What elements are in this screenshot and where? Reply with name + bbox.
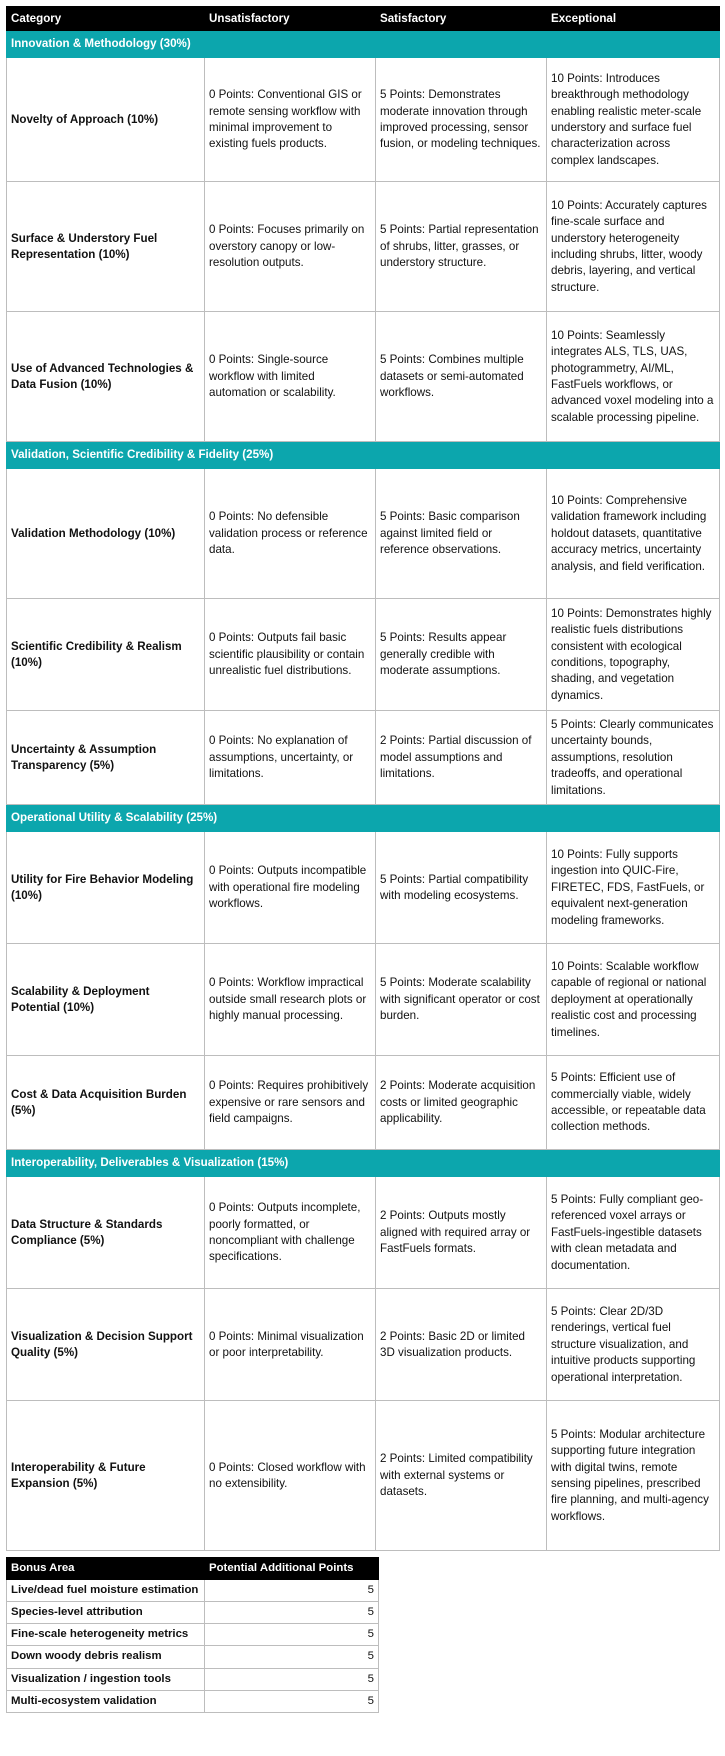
section-title: Innovation & Methodology (30%) — [7, 31, 720, 58]
unsatisfactory-cell: 0 Points: Focuses primarily on overstory canopy or low-resolution outputs. — [205, 182, 376, 312]
exceptional-cell: 5 Points: Efficient use of commercially viable, widely accessible, or repeatable data collection methods. — [547, 1056, 720, 1150]
unsatisfactory-cell: 0 Points: Workflow impractical outside small research plots or highly manual processing. — [205, 944, 376, 1056]
bonus-area-cell: Live/dead fuel moisture estimation — [7, 1580, 205, 1602]
category-cell: Use of Advanced Technologies & Data Fusion (10%) — [7, 312, 205, 442]
exceptional-cell: 10 Points: Accurately captures fine-scale surface and understory heterogeneity including shrubs, litter, woody debris, layering, and vertical structure. — [547, 182, 720, 312]
category-cell: Visualization & Decision Support Quality (5%) — [7, 1289, 205, 1401]
category-cell: Scalability & Deployment Potential (10%) — [7, 944, 205, 1056]
satisfactory-cell: 5 Points: Demonstrates moderate innovation through improved processing, sensor fusion, or modeling techniques. — [376, 58, 547, 182]
bonus-area-cell: Species-level attribution — [7, 1602, 205, 1624]
section-row — [7, 442, 720, 469]
bonus-area-cell: Fine-scale heterogeneity metrics — [7, 1624, 205, 1646]
satisfactory-cell: 2 Points: Basic 2D or limited 3D visualization products. — [376, 1289, 547, 1401]
bonus-area-cell: Down woody debris realism — [7, 1646, 205, 1668]
table-row — [7, 1056, 720, 1150]
bonus-points-cell: 5 — [205, 1690, 379, 1712]
unsatisfactory-cell: 0 Points: Conventional GIS or remote sensing workflow with minimal improvement to existing fuels products. — [205, 58, 376, 182]
category-cell: Uncertainty & Assumption Transparency (5%) — [7, 711, 205, 805]
category-cell: Data Structure & Standards Compliance (5%) — [7, 1177, 205, 1289]
bonus-area-cell: Visualization / ingestion tools — [7, 1668, 205, 1690]
header-bonus-area: Bonus Area — [7, 1558, 205, 1580]
exceptional-cell: 10 Points: Comprehensive validation framework including holdout datasets, quantitative accuracy metrics, uncertainty analysis, and field verification. — [547, 469, 720, 599]
table-row — [7, 1646, 379, 1668]
exceptional-cell: 5 Points: Clearly communicates uncertainty bounds, assumptions, resolution tradeoffs, and operational limitations. — [547, 711, 720, 805]
table-row — [7, 1401, 720, 1551]
category-cell: Utility for Fire Behavior Modeling (10%) — [7, 832, 205, 944]
table-row — [7, 469, 720, 599]
bonus-points-cell: 5 — [205, 1602, 379, 1624]
unsatisfactory-cell: 0 Points: Requires prohibitively expensive or rare sensors and field campaigns. — [205, 1056, 376, 1150]
exceptional-cell: 10 Points: Seamlessly integrates ALS, TLS, UAS, photogrammetry, AI/ML, FastFuels workflows, or advanced voxel modeling into a scalable processing pipeline. — [547, 312, 720, 442]
unsatisfactory-cell: 0 Points: Minimal visualization or poor interpretability. — [205, 1289, 376, 1401]
header-exceptional: Exceptional — [547, 7, 720, 31]
rubric-table — [6, 6, 720, 1551]
bonus-points-cell: 5 — [205, 1646, 379, 1668]
satisfactory-cell: 2 Points: Limited compatibility with external systems or datasets. — [376, 1401, 547, 1551]
rubric-header-row — [7, 7, 720, 31]
table-row — [7, 1624, 379, 1646]
satisfactory-cell: 5 Points: Combines multiple datasets or semi-automated workflows. — [376, 312, 547, 442]
satisfactory-cell: 2 Points: Moderate acquisition costs or limited geographic applicability. — [376, 1056, 547, 1150]
table-row — [7, 711, 720, 805]
exceptional-cell: 10 Points: Demonstrates highly realistic fuels distributions consistent with ecological conditions, topography, shading, and vegetation dynamics. — [547, 599, 720, 711]
satisfactory-cell: 5 Points: Basic comparison against limited field or reference observations. — [376, 469, 547, 599]
satisfactory-cell: 5 Points: Partial compatibility with modeling ecosystems. — [376, 832, 547, 944]
unsatisfactory-cell: 0 Points: Single-source workflow with limited automation or scalability. — [205, 312, 376, 442]
table-row — [7, 1668, 379, 1690]
table-row — [7, 944, 720, 1056]
unsatisfactory-cell: 0 Points: Closed workflow with no extensibility. — [205, 1401, 376, 1551]
table-row — [7, 58, 720, 182]
category-cell: Interoperability & Future Expansion (5%) — [7, 1401, 205, 1551]
exceptional-cell: 5 Points: Modular architecture supporting future integration with digital twins, remote sensing pipelines, prescribed fire planning, and multi-agency workflows. — [547, 1401, 720, 1551]
section-row — [7, 805, 720, 832]
exceptional-cell: 10 Points: Fully supports ingestion into QUIC-Fire, FIRETEC, FDS, FastFuels, or equivalent next-generation modeling frameworks. — [547, 832, 720, 944]
exceptional-cell: 5 Points: Fully compliant geo-referenced voxel arrays or FastFuels-ingestible datasets with clean metadata and documentation. — [547, 1177, 720, 1289]
table-row — [7, 1289, 720, 1401]
bonus-points-cell: 5 — [205, 1624, 379, 1646]
bonus-table — [6, 1557, 379, 1713]
satisfactory-cell: 5 Points: Partial representation of shrubs, litter, grasses, or understory structure. — [376, 182, 547, 312]
exceptional-cell: 10 Points: Introduces breakthrough methodology enabling realistic meter-scale understory and surface fuel characterization across complex landscapes. — [547, 58, 720, 182]
table-row — [7, 1177, 720, 1289]
table-row — [7, 182, 720, 312]
table-row — [7, 1602, 379, 1624]
category-cell: Validation Methodology (10%) — [7, 469, 205, 599]
bonus-points-cell: 5 — [205, 1668, 379, 1690]
bonus-header-row — [7, 1558, 379, 1580]
header-satisfactory: Satisfactory — [376, 7, 547, 31]
header-category: Category — [7, 7, 205, 31]
section-title: Interoperability, Deliverables & Visualization (15%) — [7, 1150, 720, 1177]
satisfactory-cell: 2 Points: Outputs mostly aligned with required array or FastFuels formats. — [376, 1177, 547, 1289]
table-row — [7, 312, 720, 442]
table-row — [7, 599, 720, 711]
unsatisfactory-cell: 0 Points: Outputs incomplete, poorly formatted, or noncompliant with challenge specifications. — [205, 1177, 376, 1289]
satisfactory-cell: 5 Points: Results appear generally credible with moderate assumptions. — [376, 599, 547, 711]
category-cell: Surface & Understory Fuel Representation (10%) — [7, 182, 205, 312]
category-cell: Cost & Data Acquisition Burden (5%) — [7, 1056, 205, 1150]
header-potential-points: Potential Additional Points — [205, 1558, 379, 1580]
table-row — [7, 1580, 379, 1602]
table-row — [7, 1690, 379, 1712]
unsatisfactory-cell: 0 Points: No explanation of assumptions, uncertainty, or limitations. — [205, 711, 376, 805]
satisfactory-cell: 5 Points: Moderate scalability with significant operator or cost burden. — [376, 944, 547, 1056]
unsatisfactory-cell: 0 Points: Outputs incompatible with operational fire modeling workflows. — [205, 832, 376, 944]
bonus-points-cell: 5 — [205, 1580, 379, 1602]
category-cell: Novelty of Approach (10%) — [7, 58, 205, 182]
category-cell: Scientific Credibility & Realism (10%) — [7, 599, 205, 711]
exceptional-cell: 10 Points: Scalable workflow capable of regional or national deployment at operationally realistic cost and processing timelines. — [547, 944, 720, 1056]
table-row — [7, 832, 720, 944]
section-title: Operational Utility & Scalability (25%) — [7, 805, 720, 832]
exceptional-cell: 5 Points: Clear 2D/3D renderings, vertical fuel structure visualization, and intuitive products supporting operational interpretation. — [547, 1289, 720, 1401]
section-row — [7, 31, 720, 58]
unsatisfactory-cell: 0 Points: No defensible validation process or reference data. — [205, 469, 376, 599]
satisfactory-cell: 2 Points: Partial discussion of model assumptions and limitations. — [376, 711, 547, 805]
bonus-area-cell: Multi-ecosystem validation — [7, 1690, 205, 1712]
section-row — [7, 1150, 720, 1177]
header-unsatisfactory: Unsatisfactory — [205, 7, 376, 31]
unsatisfactory-cell: 0 Points: Outputs fail basic scientific plausibility or contain unrealistic fuel distributions. — [205, 599, 376, 711]
section-title: Validation, Scientific Credibility & Fidelity (25%) — [7, 442, 720, 469]
